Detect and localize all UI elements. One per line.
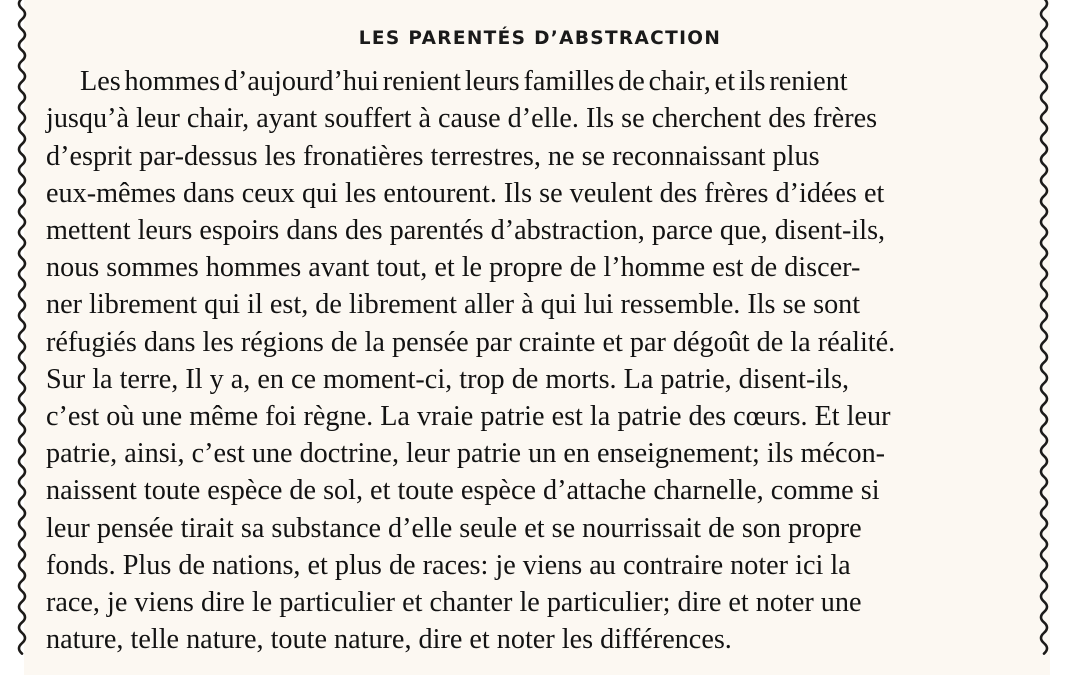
body-paragraph xyxy=(46,50,1034,658)
page-title: LES PARENTÉS D’ABSTRACTION xyxy=(358,28,722,49)
body-line: Les hommes d’aujourd’hui renient leurs familles de chair, et ils renient xyxy=(80,66,848,98)
body-line: Sur la terre, Il y a, en ce moment-ci, trop de morts. La patrie, disent-ils, xyxy=(46,363,850,395)
body-line: nature, telle nature, toute nature, dire et noter les différences. xyxy=(46,624,732,656)
body-line: d’esprit par-dessus les fronatières terrestres, ne se reconnaissant plus xyxy=(46,140,820,172)
body-line: réfugiés dans les régions de la pensée par crainte et par dégoût de la réalité. xyxy=(46,326,896,358)
body-line: naissent toute espèce de sol, et toute espèce d’attache charnelle, comme si xyxy=(46,475,880,507)
body-line: race, je viens dire le particulier et chanter le particulier; dire et noter une xyxy=(46,587,862,619)
body-line: eux-mêmes dans ceux qui les entourent. Ils se veulent des frères d’idées et xyxy=(46,177,885,209)
body-line: c’est où une même foi règne. La vraie patrie est la patrie des cœurs. Et leur xyxy=(46,401,891,433)
body-line: mettent leurs espoirs dans des parentés d’abstraction, parce que, disent-ils, xyxy=(46,215,886,246)
body-line: fonds. Plus de nations, et plus de races: je viens au contraire noter ici la xyxy=(46,549,851,581)
body-line: jusqu’à leur chair, ayant souffert à cause d’elle. Ils se cherchent des frères xyxy=(46,103,878,135)
body-line: patrie, ainsi, c’est une doctrine, leur patrie un en enseignement; ils mécon- xyxy=(46,438,886,470)
body-line: nous sommes hommes avant tout, et le propre de l’homme est de discer- xyxy=(46,252,861,284)
body-line: leur pensée tirait sa substance d’elle seule et se nourrissait de son propre xyxy=(46,512,862,544)
body-line: ner librement qui il est, de librement aller à qui lui ressemble. Ils se sont xyxy=(46,289,861,321)
